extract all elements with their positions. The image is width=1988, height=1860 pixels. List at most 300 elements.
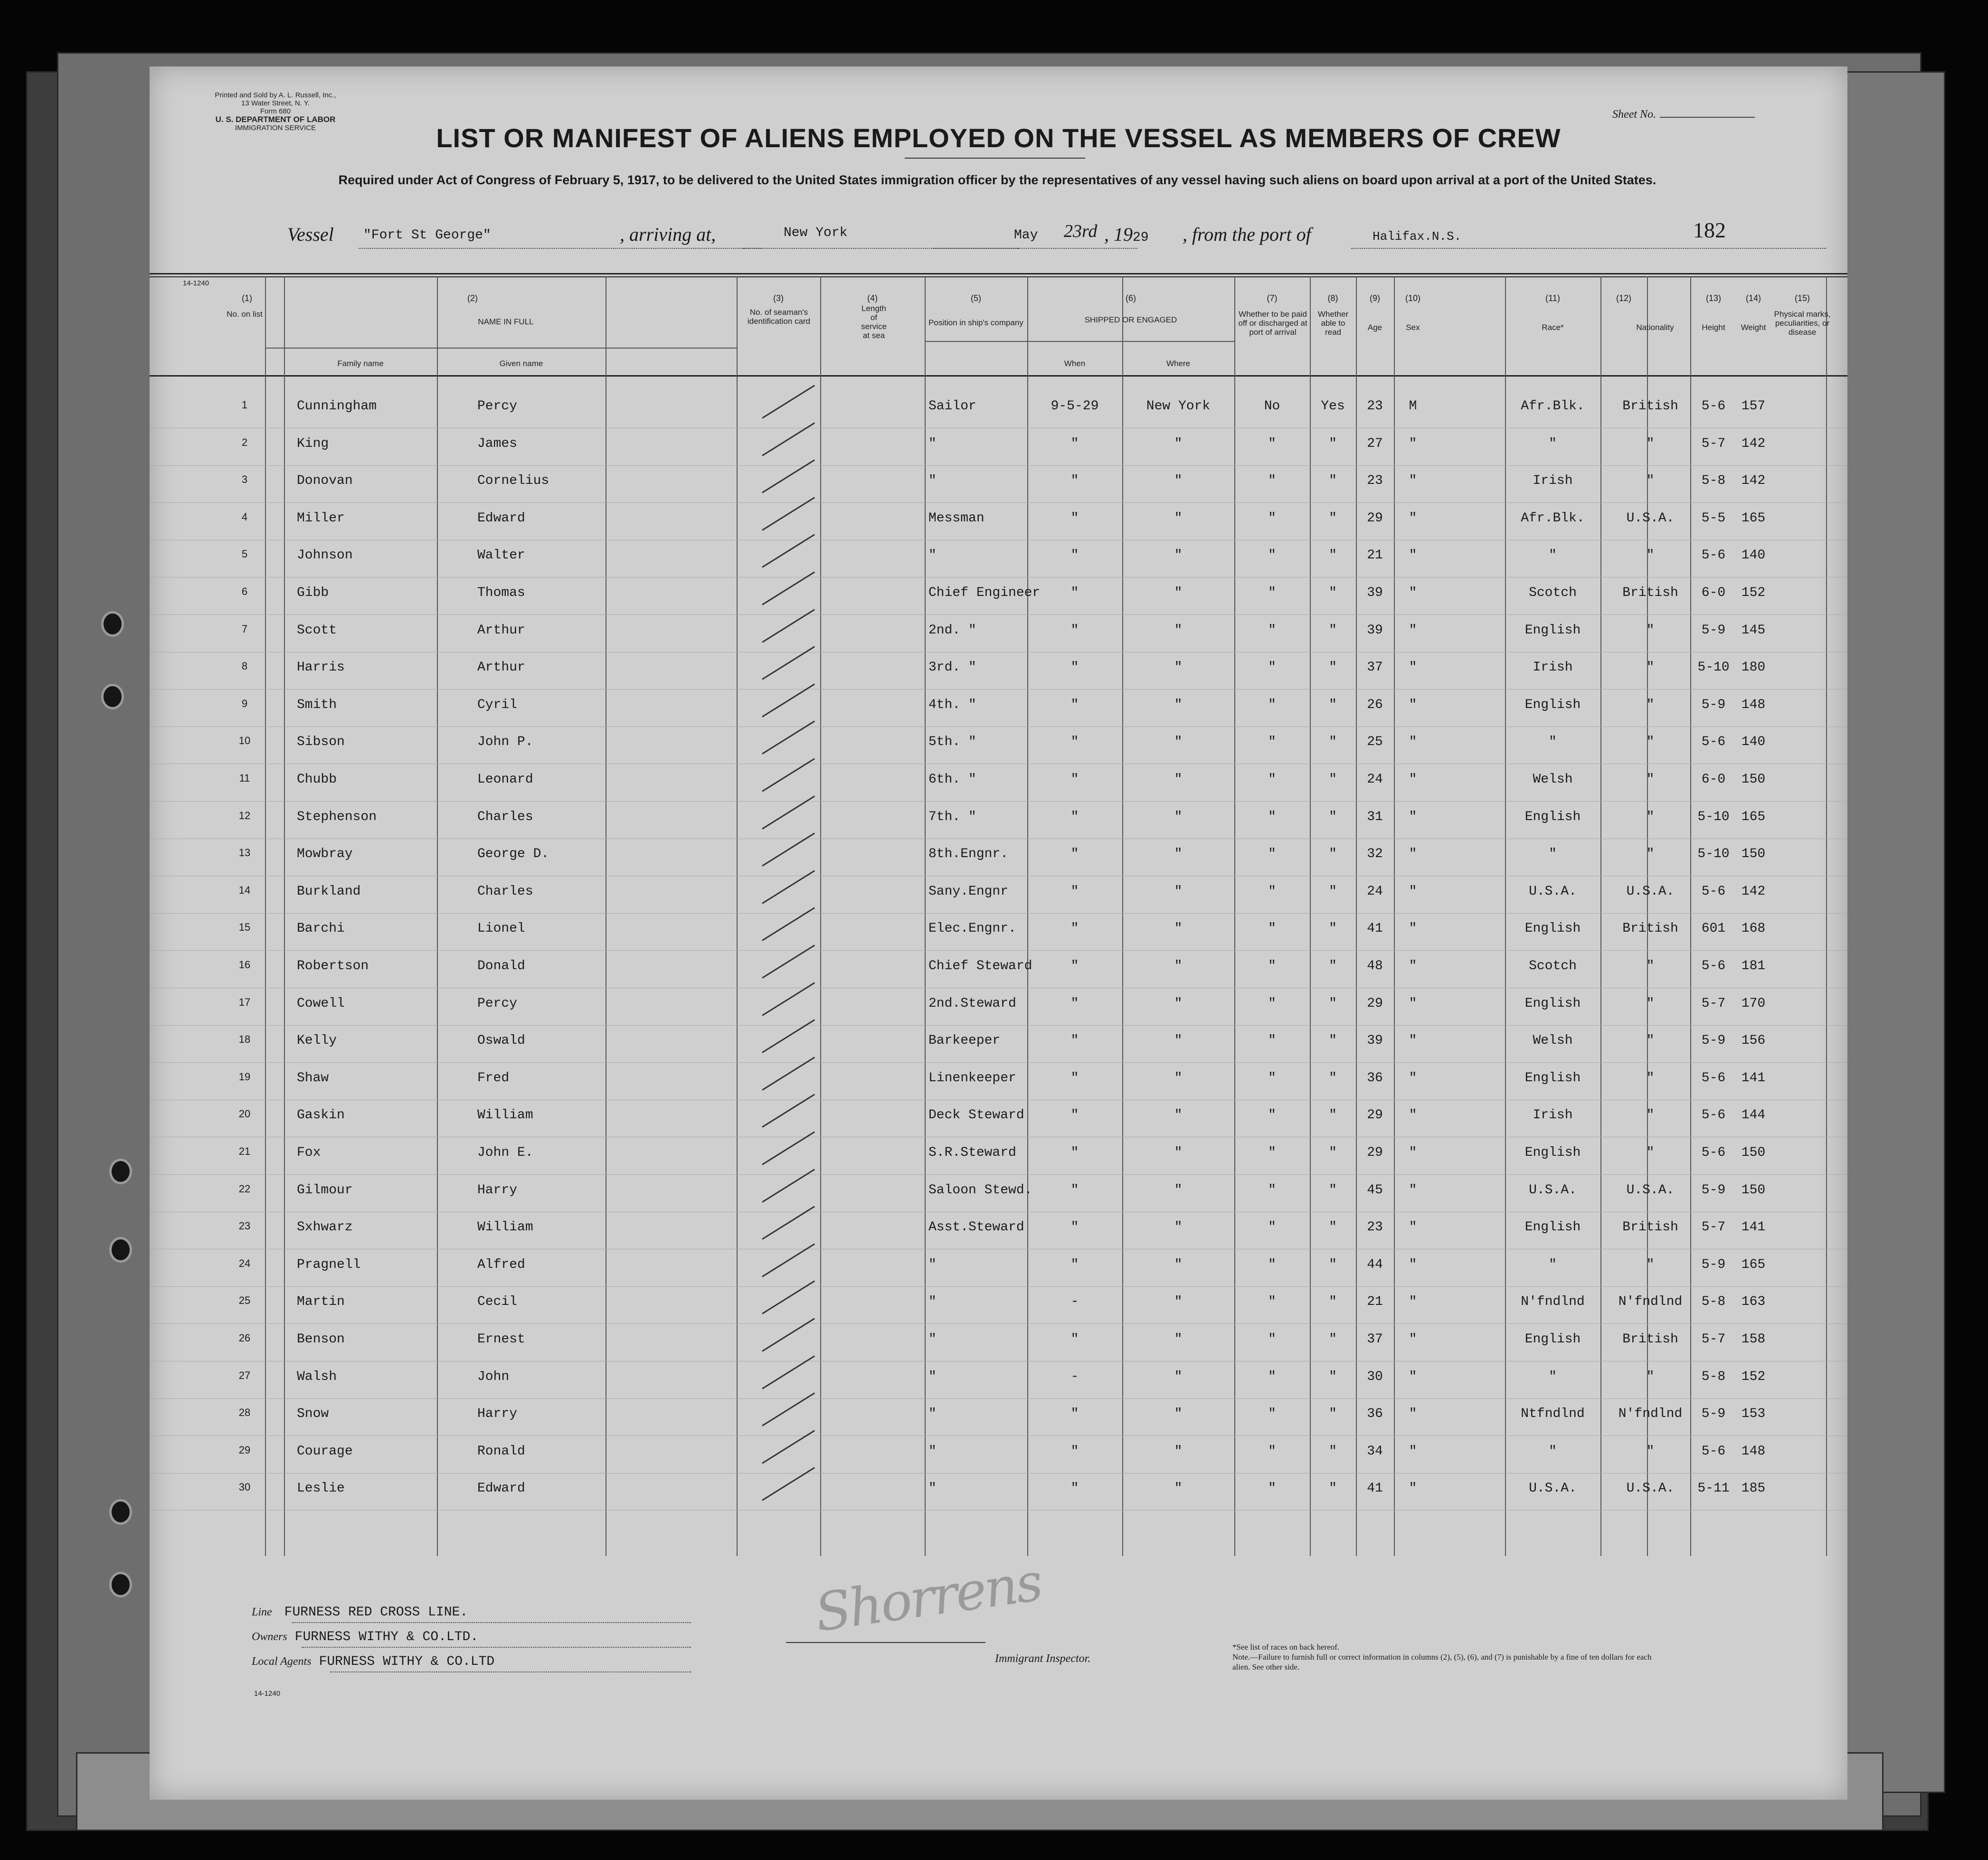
able-to-read-cell: " <box>1329 1481 1337 1496</box>
col-header-where: Where <box>1166 359 1191 368</box>
table-row <box>150 839 1847 876</box>
table-row <box>150 1026 1847 1063</box>
nationality-cell: " <box>1646 660 1655 675</box>
row-number-cell: 30 <box>238 1481 251 1493</box>
shipped-where-cell: " <box>1174 660 1183 675</box>
table-row <box>150 578 1847 615</box>
height-cell: 5-8 <box>1701 1369 1726 1384</box>
vessel-label: Vessel <box>287 224 334 245</box>
shipped-where-cell: " <box>1174 623 1183 638</box>
shipped-where-cell: " <box>1174 548 1183 563</box>
row-number-cell: 4 <box>241 510 248 523</box>
position-cell: 2nd. " <box>928 623 976 638</box>
nationality-cell: U.S.A. <box>1626 1182 1675 1198</box>
row-number-cell: 9 <box>241 697 248 709</box>
able-to-read-cell: " <box>1329 1182 1337 1198</box>
row-number-cell: 20 <box>238 1108 251 1120</box>
col-header-nationality: Nationality <box>1636 323 1674 332</box>
family-name-cell: Gaskin <box>297 1108 345 1123</box>
position-cell: " <box>928 1407 937 1422</box>
nationality-cell: N'fndlnd <box>1618 1294 1683 1310</box>
nationality-cell: " <box>1646 623 1655 638</box>
given-name-cell: Fred <box>477 1070 510 1086</box>
able-to-read-cell: " <box>1329 1369 1337 1384</box>
age-cell: 24 <box>1367 884 1383 899</box>
race-cell: Scotch <box>1529 959 1577 973</box>
department-name: U. S. DEPARTMENT OF LABOR <box>215 115 336 124</box>
row-number-cell: 10 <box>238 735 251 747</box>
shipped-where-cell: " <box>1174 1481 1183 1496</box>
nationality-cell: U.S.A. <box>1626 1481 1675 1496</box>
given-name-cell: Ronald <box>477 1444 525 1459</box>
inspector-signature-line <box>786 1642 985 1643</box>
weight-cell: 142 <box>1741 884 1766 899</box>
paid-off-cell: " <box>1268 1407 1276 1422</box>
given-name-cell: George D. <box>477 847 549 862</box>
race-cell: " <box>1549 735 1557 750</box>
weight-cell: 185 <box>1741 1481 1766 1496</box>
weight-cell: 156 <box>1741 1033 1766 1048</box>
arrival-day: 23rd <box>1064 221 1098 241</box>
binder-hole <box>101 611 124 637</box>
table-row <box>150 690 1847 727</box>
shipped-when-cell: - <box>1070 1294 1079 1310</box>
row-number-cell: 5 <box>241 548 248 560</box>
family-name-cell: Shaw <box>297 1070 329 1086</box>
title-rule <box>905 158 1085 159</box>
shipped-where-cell: " <box>1174 884 1183 899</box>
agents-value: FURNESS WITHY & CO.LTD <box>319 1654 495 1669</box>
table-row <box>150 503 1847 540</box>
col-num: (9) <box>1370 293 1380 303</box>
height-cell: 5-9 <box>1701 1182 1726 1198</box>
shipped-when-cell: " <box>1070 1220 1079 1235</box>
col-header-family-name: Family name <box>337 359 384 368</box>
family-name-cell: King <box>297 436 329 451</box>
age-cell: 39 <box>1367 623 1383 638</box>
age-cell: 37 <box>1367 660 1383 675</box>
nationality-cell: British <box>1622 921 1678 936</box>
col-num: (2) <box>467 293 478 303</box>
row-number-cell: 7 <box>241 623 248 635</box>
shipped-where-cell: " <box>1174 1220 1183 1235</box>
race-cell: Welsh <box>1533 1033 1573 1048</box>
paid-off-cell: " <box>1268 1369 1276 1384</box>
nationality-cell: British <box>1622 585 1678 600</box>
binder-hole <box>109 1237 132 1263</box>
nationality-cell: " <box>1646 809 1655 824</box>
weight-cell: 150 <box>1741 847 1766 862</box>
family-name-cell: Scott <box>297 623 337 638</box>
row-number-cell: 11 <box>239 772 250 784</box>
header-rule-top-inner <box>150 276 1847 277</box>
table-row <box>150 1362 1847 1399</box>
table-row <box>150 765 1847 802</box>
sex-cell: " <box>1409 660 1417 675</box>
height-cell: 5-9 <box>1701 623 1726 638</box>
footnote <box>1232 1642 1660 1672</box>
nationality-cell: " <box>1646 1070 1655 1086</box>
row-number-cell: 3 <box>241 473 248 486</box>
paid-off-cell: " <box>1268 697 1276 712</box>
col-header-name: NAME IN FULL <box>478 317 534 326</box>
sex-cell: " <box>1409 921 1417 936</box>
sex-cell: " <box>1409 1407 1417 1422</box>
given-name-cell: Harry <box>477 1407 518 1422</box>
arrival-month: May <box>1014 228 1038 243</box>
page-title: LIST OR MANIFEST OF ALIENS EMPLOYED ON THE VESSEL AS MEMBERS OF CREW <box>436 123 1561 153</box>
weight-cell: 150 <box>1741 772 1766 787</box>
height-cell: 5-9 <box>1701 1033 1726 1048</box>
given-name-cell: Alfred <box>477 1257 525 1272</box>
family-name-cell: Sxhwarz <box>297 1220 353 1235</box>
col-num: (5) <box>971 293 981 303</box>
age-cell: 23 <box>1367 1220 1383 1235</box>
age-cell: 44 <box>1367 1257 1383 1272</box>
height-cell: 5-9 <box>1701 697 1726 712</box>
height-cell: 5-9 <box>1701 1257 1726 1272</box>
shipped-when-cell: " <box>1070 473 1079 489</box>
col-num: (15) <box>1794 293 1810 303</box>
table-row <box>150 1324 1847 1361</box>
height-cell: 5-6 <box>1701 959 1726 973</box>
col-num: (8) <box>1327 293 1338 303</box>
shipped-where-cell: " <box>1174 735 1183 750</box>
able-to-read-cell: " <box>1329 697 1337 712</box>
binder-hole <box>109 1159 132 1184</box>
weight-cell: 165 <box>1741 809 1766 824</box>
paid-off-cell: " <box>1268 809 1276 824</box>
weight-cell: 180 <box>1741 660 1766 675</box>
row-number-cell: 14 <box>238 884 251 896</box>
nationality-cell: " <box>1646 436 1655 451</box>
family-name-cell: Cowell <box>297 996 345 1011</box>
shipped-when-cell: " <box>1070 510 1079 526</box>
row-number-cell: 26 <box>238 1332 251 1344</box>
position-cell: " <box>928 548 937 563</box>
shipped-when-cell: " <box>1070 772 1079 787</box>
able-to-read-cell: " <box>1329 884 1337 899</box>
race-cell: English <box>1524 1220 1581 1235</box>
nationality-cell: British <box>1622 399 1678 414</box>
sex-cell: " <box>1409 1033 1417 1048</box>
table-row <box>150 1250 1847 1287</box>
table-row <box>150 1175 1847 1212</box>
col-header-when: When <box>1064 359 1086 368</box>
position-cell: " <box>928 1257 937 1272</box>
position-cell: " <box>928 1369 937 1384</box>
shipped-when-cell: " <box>1070 548 1079 563</box>
col-num: (3) <box>773 293 784 303</box>
shipped-when-cell: " <box>1070 735 1079 750</box>
race-cell: " <box>1549 1257 1557 1272</box>
shipped-where-cell: New York <box>1146 399 1211 414</box>
position-cell: 5th. " <box>928 735 976 750</box>
position-cell: Barkeeper <box>928 1033 1001 1048</box>
line-field <box>252 1605 468 1620</box>
shipped-when-cell: " <box>1070 1444 1079 1459</box>
age-cell: 23 <box>1367 473 1383 489</box>
sex-cell: " <box>1409 1108 1417 1123</box>
paid-off-cell: " <box>1268 436 1276 451</box>
table-row <box>150 877 1847 914</box>
col-header-service-length: Length of service at sea <box>861 304 887 340</box>
row-number-cell: 15 <box>238 921 251 934</box>
given-name-cell: Edward <box>477 510 525 526</box>
sheet-number-blank <box>1660 117 1755 118</box>
height-cell: 5-7 <box>1701 1220 1726 1235</box>
family-name-cell: Harris <box>297 660 345 675</box>
shipped-where-cell: " <box>1174 585 1183 600</box>
nationality-cell: " <box>1646 473 1655 489</box>
age-cell: 29 <box>1367 996 1383 1011</box>
race-cell: English <box>1524 1070 1581 1086</box>
sex-cell: " <box>1409 510 1417 526</box>
weight-cell: 165 <box>1741 510 1766 526</box>
race-cell: " <box>1549 548 1557 563</box>
shipped-when-cell: " <box>1070 847 1079 862</box>
able-to-read-cell: " <box>1329 585 1337 600</box>
height-cell: 5-7 <box>1701 996 1726 1011</box>
col-num: (7) <box>1267 293 1278 303</box>
age-cell: 26 <box>1367 697 1383 712</box>
height-cell: 5-6 <box>1701 884 1726 899</box>
shipped-where-cell: " <box>1174 1033 1183 1048</box>
shipped-where-cell: " <box>1174 1294 1183 1310</box>
position-cell: S.R.Steward <box>928 1145 1016 1160</box>
able-to-read-cell: " <box>1329 996 1337 1011</box>
col-num: (1) <box>242 293 252 303</box>
position-cell: Deck Steward <box>928 1108 1024 1123</box>
col-header-shipped: SHIPPED OR ENGAGED <box>1084 315 1177 324</box>
row-number-cell: 12 <box>238 809 251 821</box>
shipped-when-cell: " <box>1070 1332 1079 1347</box>
position-cell: 6th. " <box>928 772 976 787</box>
header-rule-top <box>150 273 1847 274</box>
family-name-cell: Leslie <box>297 1481 345 1496</box>
sex-cell: " <box>1409 735 1417 750</box>
table-row <box>150 615 1847 652</box>
owners-field <box>252 1630 478 1644</box>
shipped-when-cell: " <box>1070 1407 1079 1422</box>
paid-off-cell: " <box>1268 1182 1276 1198</box>
paid-off-cell: " <box>1268 1481 1276 1496</box>
service-name: IMMIGRATION SERVICE <box>235 124 316 132</box>
given-name-cell: Thomas <box>477 585 525 600</box>
row-number-cell: 8 <box>241 660 248 672</box>
given-name-cell: William <box>477 1220 533 1235</box>
family-name-cell: Walsh <box>297 1369 337 1384</box>
shipped-where-cell: " <box>1174 1444 1183 1459</box>
able-to-read-cell: " <box>1329 735 1337 750</box>
able-to-read-cell: " <box>1329 1070 1337 1086</box>
shipped-when-cell: " <box>1070 1033 1079 1048</box>
nationality-cell: " <box>1646 735 1655 750</box>
race-cell: English <box>1524 1145 1581 1160</box>
height-cell: 5-10 <box>1697 660 1730 675</box>
footnote-penalty: Note.—Failure to furnish full or correct information in columns (2), (5), (6), and (7) is punishable by a fine of ten dollars for each alien. See other side. <box>1232 1652 1652 1671</box>
weight-cell: 153 <box>1741 1407 1766 1422</box>
family-name-cell: Sibson <box>297 735 345 750</box>
col-num: (4) <box>867 293 878 303</box>
position-cell: Saloon Stewd. <box>928 1182 1032 1198</box>
sex-cell: " <box>1409 623 1417 638</box>
position-cell: 3rd. " <box>928 660 976 675</box>
row-number-cell: 19 <box>238 1070 251 1083</box>
position-cell: Asst.Steward <box>928 1220 1024 1235</box>
sex-cell: " <box>1409 585 1417 600</box>
paid-off-cell: " <box>1268 548 1276 563</box>
position-cell: Elec.Engnr. <box>928 921 1016 936</box>
weight-cell: 152 <box>1741 585 1766 600</box>
name-subrule <box>265 348 737 349</box>
line-blank <box>292 1622 691 1623</box>
race-cell: English <box>1524 1332 1581 1347</box>
position-cell: " <box>928 1481 937 1496</box>
agents-label: Local Agents <box>252 1655 312 1668</box>
family-name-cell: Kelly <box>297 1033 337 1048</box>
family-name-cell: Courage <box>297 1444 353 1459</box>
age-cell: 30 <box>1367 1369 1383 1384</box>
age-cell: 48 <box>1367 959 1383 973</box>
paid-off-cell: " <box>1268 585 1276 600</box>
able-to-read-cell: " <box>1329 623 1337 638</box>
sex-cell: " <box>1409 996 1417 1011</box>
col-num: (6) <box>1126 293 1136 303</box>
sheet-number-field <box>1612 108 1755 121</box>
inspector-signature: Shorrens <box>811 1551 1045 1643</box>
age-cell: 23 <box>1367 399 1383 414</box>
given-name-cell: Arthur <box>477 660 525 675</box>
owners-value: FURNESS WITHY & CO.LTD. <box>294 1630 479 1644</box>
sex-cell: " <box>1409 473 1417 489</box>
nationality-cell: " <box>1646 996 1655 1011</box>
nationality-cell: " <box>1646 1033 1655 1048</box>
col-header-height: Height <box>1702 323 1725 332</box>
able-to-read-cell: Yes <box>1321 399 1345 414</box>
shipped-when-cell: " <box>1070 623 1079 638</box>
nationality-cell: " <box>1646 548 1655 563</box>
paid-off-cell: " <box>1268 623 1276 638</box>
nationality-cell: British <box>1622 1332 1678 1347</box>
shipped-subrule <box>925 341 1234 342</box>
shipped-when-cell: " <box>1070 1182 1079 1198</box>
weight-cell: 158 <box>1741 1332 1766 1347</box>
row-number-cell: 17 <box>238 996 251 1008</box>
race-cell: Irish <box>1533 473 1573 489</box>
given-name-cell: Leonard <box>477 772 533 787</box>
nationality-cell: U.S.A. <box>1626 884 1675 899</box>
family-name-cell: Smith <box>297 697 337 712</box>
paid-off-cell: " <box>1268 1145 1276 1160</box>
check-mark-icon <box>762 385 815 418</box>
row-number-cell: 29 <box>238 1444 251 1456</box>
paid-off-cell: " <box>1268 772 1276 787</box>
nationality-cell: " <box>1646 697 1655 712</box>
able-to-read-cell: " <box>1329 847 1337 862</box>
row-rule <box>150 1510 1847 1511</box>
given-name-cell: Edward <box>477 1481 525 1496</box>
able-to-read-cell: " <box>1329 660 1337 675</box>
departure-port: Halifax.N.S. <box>1373 229 1462 244</box>
given-name-cell: Cyril <box>477 697 518 712</box>
shipped-when-cell: " <box>1070 959 1079 973</box>
shipped-when-cell: " <box>1070 697 1079 712</box>
shipped-when-cell: " <box>1070 884 1079 899</box>
family-name-cell: Gilmour <box>297 1182 353 1198</box>
table-row <box>150 540 1847 577</box>
family-name-cell: Burkland <box>297 884 361 899</box>
height-cell: 5-6 <box>1701 735 1726 750</box>
age-cell: 39 <box>1367 585 1383 600</box>
sex-cell: " <box>1409 548 1417 563</box>
height-cell: 601 <box>1701 921 1726 936</box>
family-name-cell: Cunningham <box>297 399 377 414</box>
paid-off-cell: " <box>1268 660 1276 675</box>
race-cell: English <box>1524 996 1581 1011</box>
shipped-where-cell: " <box>1174 959 1183 973</box>
paid-off-cell: " <box>1268 1332 1276 1347</box>
race-cell: Irish <box>1533 660 1573 675</box>
height-cell: 5-7 <box>1701 1332 1726 1347</box>
owners-blank <box>302 1647 691 1648</box>
age-cell: 32 <box>1367 847 1383 862</box>
height-cell: 5-9 <box>1701 1407 1726 1422</box>
race-cell: U.S.A. <box>1529 884 1577 899</box>
given-name-cell: Lionel <box>477 921 525 936</box>
vessel-blank <box>359 248 762 249</box>
table-row <box>150 1138 1847 1175</box>
col-num: (12) <box>1616 293 1631 303</box>
sex-cell: " <box>1409 1257 1417 1272</box>
row-number-cell: 1 <box>241 399 248 411</box>
age-cell: 41 <box>1367 1481 1383 1496</box>
binder-hole <box>101 684 124 709</box>
given-name-cell: William <box>477 1108 533 1123</box>
table-row <box>150 1100 1847 1137</box>
position-cell: Sailor <box>928 399 976 414</box>
shipped-where-cell: " <box>1174 809 1183 824</box>
age-cell: 21 <box>1367 548 1383 563</box>
race-cell: U.S.A. <box>1529 1182 1577 1198</box>
paid-off-cell: " <box>1268 959 1276 973</box>
weight-cell: 163 <box>1741 1294 1766 1310</box>
weight-cell: 140 <box>1741 548 1766 563</box>
row-number-cell: 23 <box>238 1220 251 1232</box>
height-cell: 5-6 <box>1701 1444 1726 1459</box>
able-to-read-cell: " <box>1329 1145 1337 1160</box>
inspector-label: Immigrant Inspector. <box>995 1652 1091 1665</box>
sex-cell: " <box>1409 772 1417 787</box>
race-cell: Irish <box>1533 1108 1573 1123</box>
paid-off-cell: " <box>1268 473 1276 489</box>
table-row <box>150 429 1847 466</box>
paid-off-cell: " <box>1268 921 1276 936</box>
weight-cell: 165 <box>1741 1257 1766 1272</box>
weight-cell: 157 <box>1741 399 1766 414</box>
nationality-cell: U.S.A. <box>1626 510 1675 526</box>
position-cell: Sany.Engnr <box>928 884 1009 899</box>
weight-cell: 145 <box>1741 623 1766 638</box>
shipped-where-cell: " <box>1174 921 1183 936</box>
col-num: (10) <box>1405 293 1420 303</box>
race-cell: English <box>1524 623 1581 638</box>
row-number-cell: 18 <box>238 1033 251 1046</box>
family-name-cell: Stephenson <box>297 809 377 824</box>
able-to-read-cell: " <box>1329 809 1337 824</box>
col-header-given-name: Given name <box>499 359 543 368</box>
given-name-cell: Percy <box>477 399 518 414</box>
